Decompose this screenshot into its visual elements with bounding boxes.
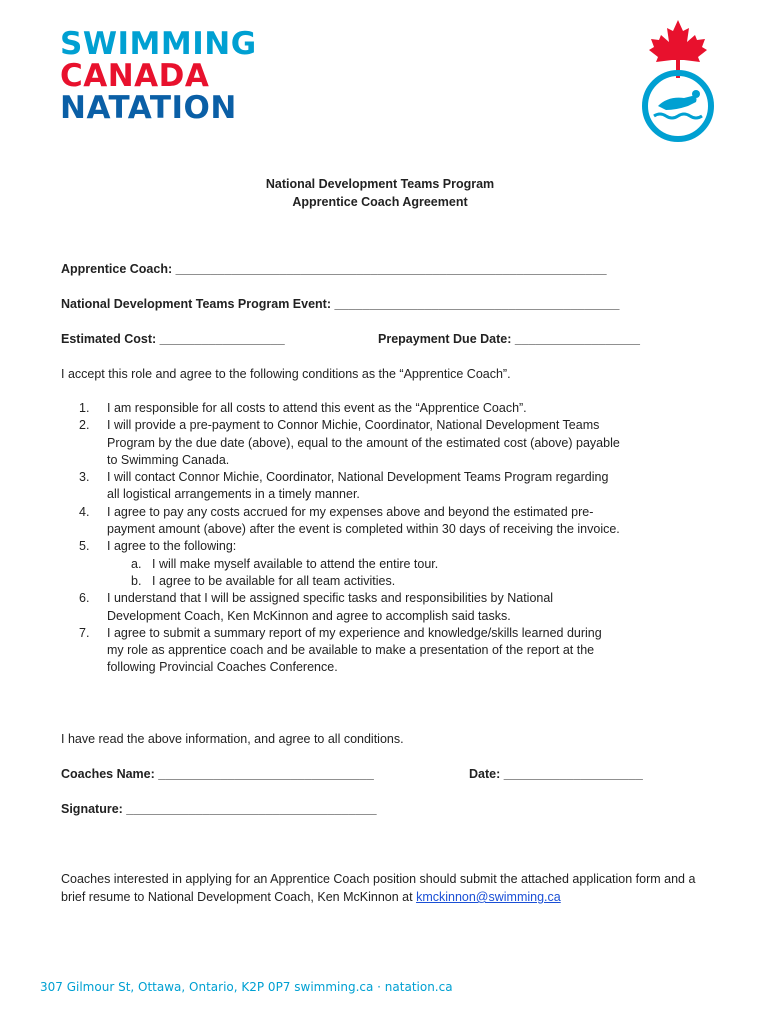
swimming-canada-logo	[60, 28, 257, 124]
list-item: 4. I agree to pay any costs accrued for my expenses above and beyond the estimated pre-payment amount (above) after the event is completed within 30 days of receiving the invoice.	[79, 504, 620, 537]
conditions-list	[61, 400, 621, 677]
estimated-cost-field[interactable]: Estimated Cost: __________________	[61, 332, 285, 346]
list-item: 7. I agree to submit a summary report of my experience and knowledge/skills learned during my role as apprentice coach and be available to make a presentation of the report at the following Provincial Coaches Conference.	[79, 625, 602, 675]
footer-address: 307 Gilmour St, Ottawa, Ontario, K2P 0P7 swimming.ca · natation.ca	[40, 980, 453, 994]
title-agreement: Apprentice Coach Agreement	[292, 195, 468, 209]
sub-list-item: a. I will make myself available to attend the entire tour.	[131, 556, 439, 571]
date-field[interactable]: Date: ____________________	[469, 767, 643, 781]
list-item: 1. I am responsible for all costs to attend this event as the “Apprentice Coach”.	[79, 401, 527, 415]
instructions-text: Coaches interested in applying for an Apprentice Coach position should submit the attached application form and a brief resume to National Development Coach, Ken McKinnon at	[61, 872, 696, 904]
list-item: 5. I agree to the following: a. I will make myself available to attend the entire tour. b. I agree to be available for all team activities.	[61, 538, 621, 590]
logo-line-swimming: SWIMMING	[60, 26, 257, 62]
event-field[interactable]: National Development Teams Program Event: _________________________________________	[61, 297, 620, 311]
maple-leaf-swimmer-icon	[636, 18, 720, 144]
list-item: 3. I will contact Connor Michie, Coordinator, National Development Teams Program regarding all logistical arrangements in a timely manner.	[79, 470, 609, 502]
acknowledge-text: I have read the above information, and agree to all conditions.	[61, 732, 404, 746]
document-title	[0, 175, 760, 211]
email-link[interactable]: kmckinnon@swimming.ca	[416, 890, 561, 904]
title-program: National Development Teams Program	[265, 177, 495, 191]
coaches-name-field[interactable]: Coaches Name: _______________________________	[61, 767, 374, 781]
signature-field[interactable]: Signature: ____________________________________	[61, 802, 377, 816]
list-item: 2. I will provide a pre-payment to Connor Michie, Coordinator, National Development Teams Program by the due date (above), equal to the amount of the estimated cost (above) payable to Swimming Canada.	[79, 418, 620, 467]
sub-list	[107, 556, 621, 591]
application-instructions	[61, 870, 711, 906]
logo-line-canada: CANADA	[60, 58, 210, 94]
list-item: 6. I understand that I will be assigned specific tasks and responsibilities by National Development Coach, Ken McKinnon and agree to accomplish said tasks.	[79, 591, 554, 623]
logo-line-natation: NATATION	[60, 90, 237, 126]
apprentice-coach-field[interactable]: Apprentice Coach: ______________________________________________________________	[61, 262, 607, 276]
intro-text: I accept this role and agree to the following conditions as the “Apprentice Coach”.	[61, 367, 511, 381]
sub-list-item: b. I agree to be available for all team activities.	[131, 573, 396, 588]
prepayment-due-date-field[interactable]: Prepayment Due Date: __________________	[378, 332, 640, 346]
